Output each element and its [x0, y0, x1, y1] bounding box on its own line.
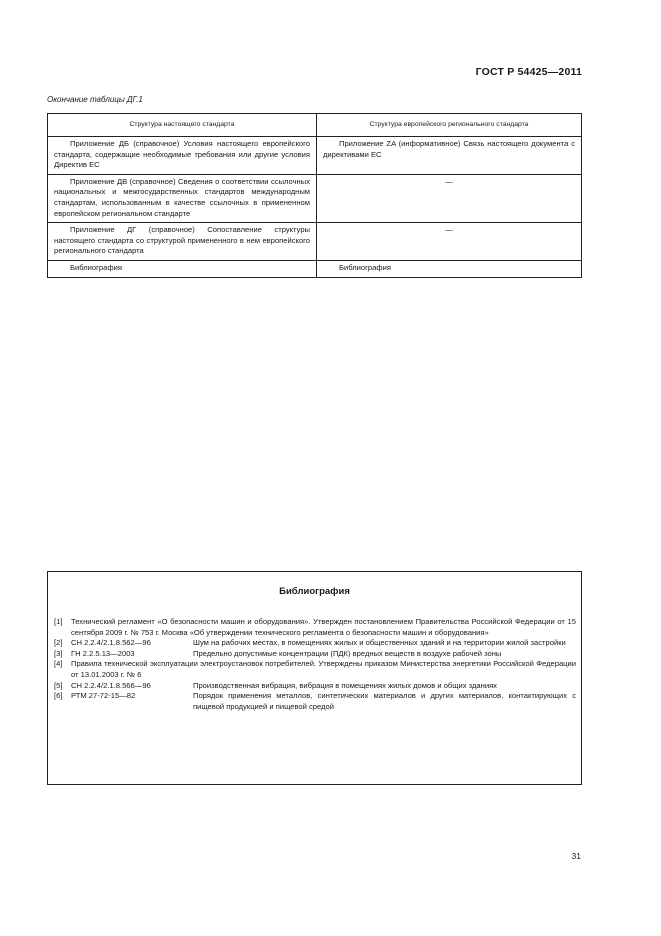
bibliography-text: Производственная вибрация, вибрация в помещениях жилых домов и общих зданиях	[193, 680, 497, 690]
column-header: Структура настоящего стандарта	[48, 114, 317, 137]
page-number: 31	[571, 851, 581, 861]
bibliography-list	[54, 617, 576, 712]
bibliography-item	[54, 691, 576, 712]
table-row	[48, 137, 582, 175]
bibliography-number: [5]	[54, 680, 63, 690]
table-row	[48, 260, 582, 277]
bibliography-item	[54, 649, 576, 660]
table-row	[48, 223, 582, 261]
bibliography-text: Порядок применения металлов, синтетических материалов и других материалов, контактирующих с пищевой продукцией и пищевой средой	[193, 691, 576, 711]
bibliography-text: Предельно допустимые концентрации (ПДК) вредных веществ в воздухе рабочей зоны	[193, 648, 502, 658]
bibliography-item	[54, 638, 576, 649]
table-cell: Библиография	[317, 260, 582, 277]
table-cell: —	[317, 174, 582, 222]
bibliography-item	[54, 617, 576, 638]
table-header-row	[48, 114, 582, 137]
bibliography-number: [1]	[54, 617, 63, 626]
column-header: Структура европейского регионального стандарта	[317, 114, 582, 137]
table-cell: Библиография	[48, 260, 317, 277]
table-caption: Окончание таблицы ДГ.1	[47, 95, 143, 104]
bibliography-text: Технический регламент «О безопасности машин и оборудования». Утвержден постановлением Правительства Российской Федерации от 15 сентября 2009 г. № 753 г. Москва «Об утверждении технического регламента о безопасности машин и оборудования»	[71, 617, 576, 637]
correspondence-table	[47, 113, 582, 278]
table-cell: Приложение ДБ (справочное) Условия настоящего европейского стандарта, содержащие необходимые требования или другие условия Директив ЕС	[48, 137, 317, 175]
bibliography-text: Правила технической эксплуатации электроустановок потребителей. Утверждены приказом Министерства энергетики Российской Федерации от 13.01.2003 г. № 6	[71, 659, 576, 679]
table-cell: Приложение ZA (информативное) Связь настоящего документа с директивами ЕС	[317, 137, 582, 175]
bibliography-number: [3]	[54, 648, 63, 658]
bibliography-number: [2]	[54, 638, 63, 648]
table-cell: Приложение ДГ (справочное) Сопоставление структуры настоящего стандарта со структурой примененного в нем европейского регионального стандарта	[48, 223, 317, 261]
bibliography-item	[54, 659, 576, 680]
bibliography-code: ГН 2.2.5.13—2003	[71, 648, 135, 658]
table-row	[48, 174, 582, 222]
bibliography-code: РТМ 27-72-15—82	[71, 691, 136, 701]
document-header: ГОСТ Р 54425—2011	[475, 66, 582, 78]
bibliography-item	[54, 681, 576, 692]
table-cell: Приложение ДВ (справочное) Сведения о соответствии ссылочных национальных и межгосударственных стандартов международным стандартам, использованным в качестве ссылочных в примененном европейском региональном стандарте	[48, 174, 317, 222]
bibliography-code: СН 2.2.4/2.1.8.562—96	[71, 638, 151, 648]
bibliography-number: [6]	[54, 691, 63, 701]
bibliography-title: Библиография	[279, 586, 350, 597]
bibliography-box	[47, 571, 582, 785]
bibliography-number: [4]	[54, 659, 63, 669]
bibliography-code: СН 2.2.4/2.1.8.566—96	[71, 680, 151, 690]
table-cell: —	[317, 223, 582, 261]
bibliography-text: Шум на рабочих местах, в помещениях жилых и общественных зданий и на территории жилой застройки	[193, 638, 566, 648]
